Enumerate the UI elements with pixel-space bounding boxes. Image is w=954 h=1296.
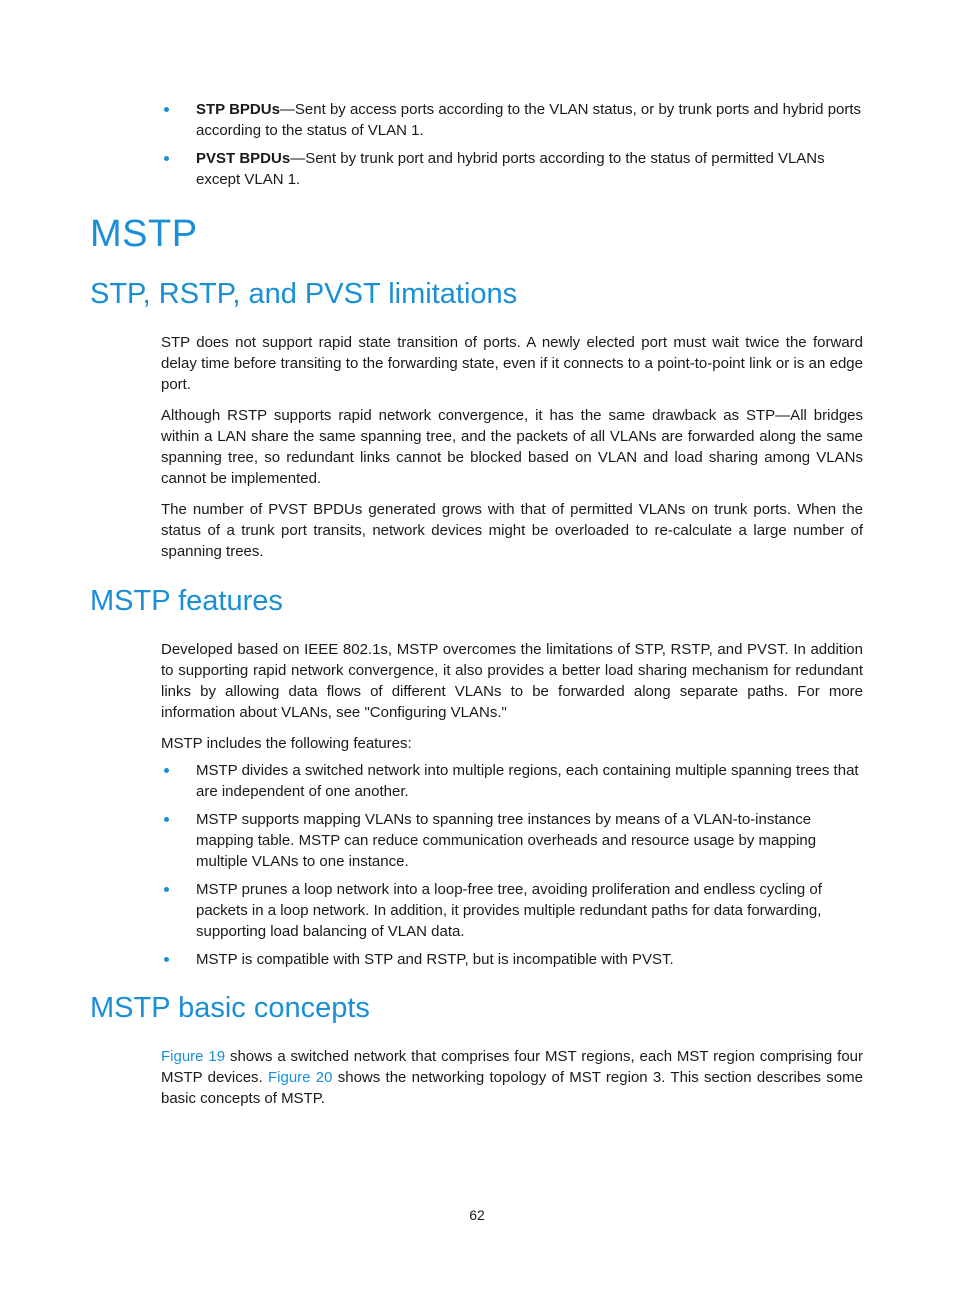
list-item [161,148,863,190]
paragraph: The number of PVST BPDUs generated grows with that of permitted VLANs on trunk ports. When the status of a trunk port transits, network devices might be overloaded to re-calculate a large number of spanning trees. [161,501,863,560]
list-item [161,99,863,141]
paragraph [161,1046,863,1109]
bullet-text: —Sent by access ports according to the VLAN status, or by trunk ports and hybrid ports according to the status of VLAN 1. [196,101,862,139]
bullet-term: PVST BPDUs [196,150,291,167]
paragraph-text: shows the networking topology of MST region 3. This section describes some basic concepts of MSTP. [161,1069,863,1107]
list-item [161,949,863,970]
features-bullet-list [161,760,863,970]
list-item [161,809,863,872]
section-heading-limitations: STP, RSTP, and PVST limitations [90,278,518,310]
paragraph-text: shows a switched network that comprises four MST regions, each MST region comprising four MSTP devices. [161,1048,863,1086]
bullet-text: MSTP prunes a loop network into a loop-free tree, avoiding proliferation and endless cycling of packets in a loop network. In addition, it provides multiple redundant paths for data forwarding, supporting load balancing of VLAN data. [196,881,822,940]
section-limitations-body [161,332,863,572]
page-number: 62 [469,1207,485,1223]
section-features-body [161,639,863,977]
bullet-text: MSTP divides a switched network into multiple regions, each containing multiple spanning trees that are independent of one another. [196,762,859,800]
list-item [161,879,863,942]
paragraph: MSTP includes the following features: [161,735,412,752]
bullet-term: STP BPDUs [196,101,280,118]
section-heading-basic-concepts: MSTP basic concepts [90,992,370,1024]
figure-20-link[interactable]: Figure 20 [267,1069,333,1086]
paragraph: Developed based on IEEE 802.1s, MSTP overcomes the limitations of STP, RSTP, and PVST. In addition to supporting rapid network convergence, it also provides a better load sharing mechanism for redundant links by allowing data flows of different VLANs to be forwarded along separate paths. For more information about VLANs, see "Configuring VLANs." [161,641,863,721]
top-bullet-block [161,99,863,197]
paragraph: STP does not support rapid state transition of ports. A newly elected port must wait twice the forward delay time before transiting to the forwarding state, even if it connects to a point-to-point link or is an edge port. [161,334,863,393]
top-bullet-list [161,99,863,190]
section-basic-concepts-body [161,1046,863,1119]
bullet-dot-icon [164,156,169,161]
bullet-dot-icon [164,107,169,112]
chapter-title: MSTP [90,213,198,255]
paragraph: Although RSTP supports rapid network convergence, it has the same drawback as STP—All bridges within a LAN share the same spanning tree, and the packets of all VLANs are forwarded along the same spanning tree, so redundant links cannot be blocked based on VLAN and load sharing among VLANs cannot be implemented. [161,407,863,487]
bullet-text: —Sent by trunk port and hybrid ports according to the status of permitted VLANs except VLAN 1. [196,150,825,188]
bullet-dot-icon [164,957,169,962]
section-heading-features: MSTP features [90,585,283,617]
bullet-dot-icon [164,768,169,773]
bullet-dot-icon [164,817,169,822]
bullet-text: MSTP supports mapping VLANs to spanning tree instances by means of a VLAN-to-instance mapping table. MSTP can reduce communication overheads and resource usage by mapping multiple VLANs to one instance. [196,811,817,870]
list-item [161,760,863,802]
figure-19-link[interactable]: Figure 19 [161,1048,226,1065]
bullet-dot-icon [164,887,169,892]
bullet-text: MSTP is compatible with STP and RSTP, but is incompatible with PVST. [196,951,674,968]
